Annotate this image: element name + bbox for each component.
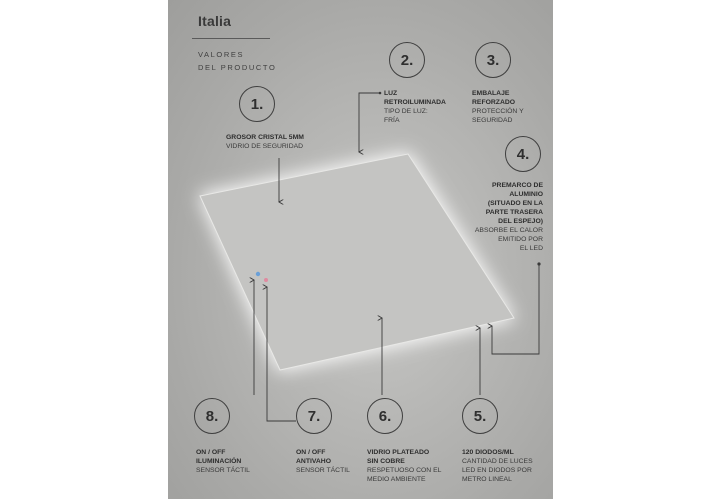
feature-number-5: 5.	[462, 398, 498, 434]
subtitle-line: DEL PRODUCTO	[198, 63, 277, 72]
section-subtitle	[198, 48, 318, 74]
title-divider	[192, 38, 270, 39]
feature-title: ANTIVAHO	[296, 458, 331, 465]
feature-number-4: 4.	[505, 136, 541, 172]
feature-title: ALUMINIO	[509, 191, 543, 198]
feature-title: REFORZADO	[472, 99, 516, 106]
feature-title: LUZ	[384, 90, 398, 97]
feature-title: ON / OFF	[296, 449, 326, 456]
feature-text: FRÍA	[384, 117, 400, 124]
feature-text: ABSORBE EL CALOR	[474, 227, 543, 234]
feature-title: 120 DIODOS/ML	[462, 449, 514, 456]
feature-title: SIN COBRE	[367, 458, 405, 465]
feature-text: METRO LINEAL	[462, 476, 512, 483]
feature-title: EMBALAJE	[472, 90, 510, 97]
feature-text: MEDIO AMBIENTE	[367, 476, 426, 483]
feature-title: (SITUADO EN LA	[487, 200, 543, 207]
feature-label-7	[296, 448, 350, 475]
feature-text: SENSOR TÁCTIL	[196, 467, 250, 474]
feature-text: SENSOR TÁCTIL	[296, 467, 350, 474]
feature-label-5	[462, 448, 533, 484]
feature-title: VIDRIO PLATEADO	[367, 449, 430, 456]
feature-number-7: 7.	[296, 398, 332, 434]
feature-label-1	[226, 133, 304, 151]
feature-number-2: 2.	[389, 42, 425, 78]
feature-text: PROTECCIÓN Y	[472, 108, 524, 115]
feature-number-6: 6.	[367, 398, 403, 434]
feature-text: LED EN DIODOS POR	[462, 467, 532, 474]
feature-text: TIPO DE LUZ:	[384, 108, 428, 115]
feature-title: RETROILUMINADA	[384, 99, 446, 106]
feature-label-4	[443, 181, 543, 253]
feature-title: GROSOR CRISTAL 5MM	[226, 134, 304, 141]
feature-label-2	[384, 89, 446, 125]
touch-sensor-dot	[264, 278, 268, 282]
feature-text: EMITIDO POR	[498, 236, 543, 243]
feature-number-8: 8.	[194, 398, 230, 434]
feature-title: PREMARCO DE	[492, 182, 543, 189]
feature-number-3: 3.	[475, 42, 511, 78]
feature-text: RESPETUOSO CON EL	[367, 467, 442, 474]
touch-sensor-dot	[256, 272, 260, 276]
feature-title: PARTE TRASERA	[485, 209, 543, 216]
feature-title: ON / OFF	[196, 449, 226, 456]
feature-text: SEGURIDAD	[472, 117, 513, 124]
feature-text: CANTIDAD DE LUCES	[462, 458, 533, 465]
feature-title: DEL ESPEJO)	[498, 218, 543, 225]
feature-number-1: 1.	[239, 86, 275, 122]
feature-label-8	[196, 448, 250, 475]
product-title: Italia	[198, 13, 232, 29]
feature-title: ILUMINACIÓN	[196, 458, 242, 465]
product-infographic	[168, 0, 553, 499]
feature-label-6	[367, 448, 441, 484]
feature-label-3	[472, 89, 524, 125]
subtitle-line: VALORES	[198, 50, 245, 59]
feature-text: VIDRIO DE SEGURIDAD	[226, 143, 304, 150]
feature-text: EL LED	[519, 245, 543, 252]
